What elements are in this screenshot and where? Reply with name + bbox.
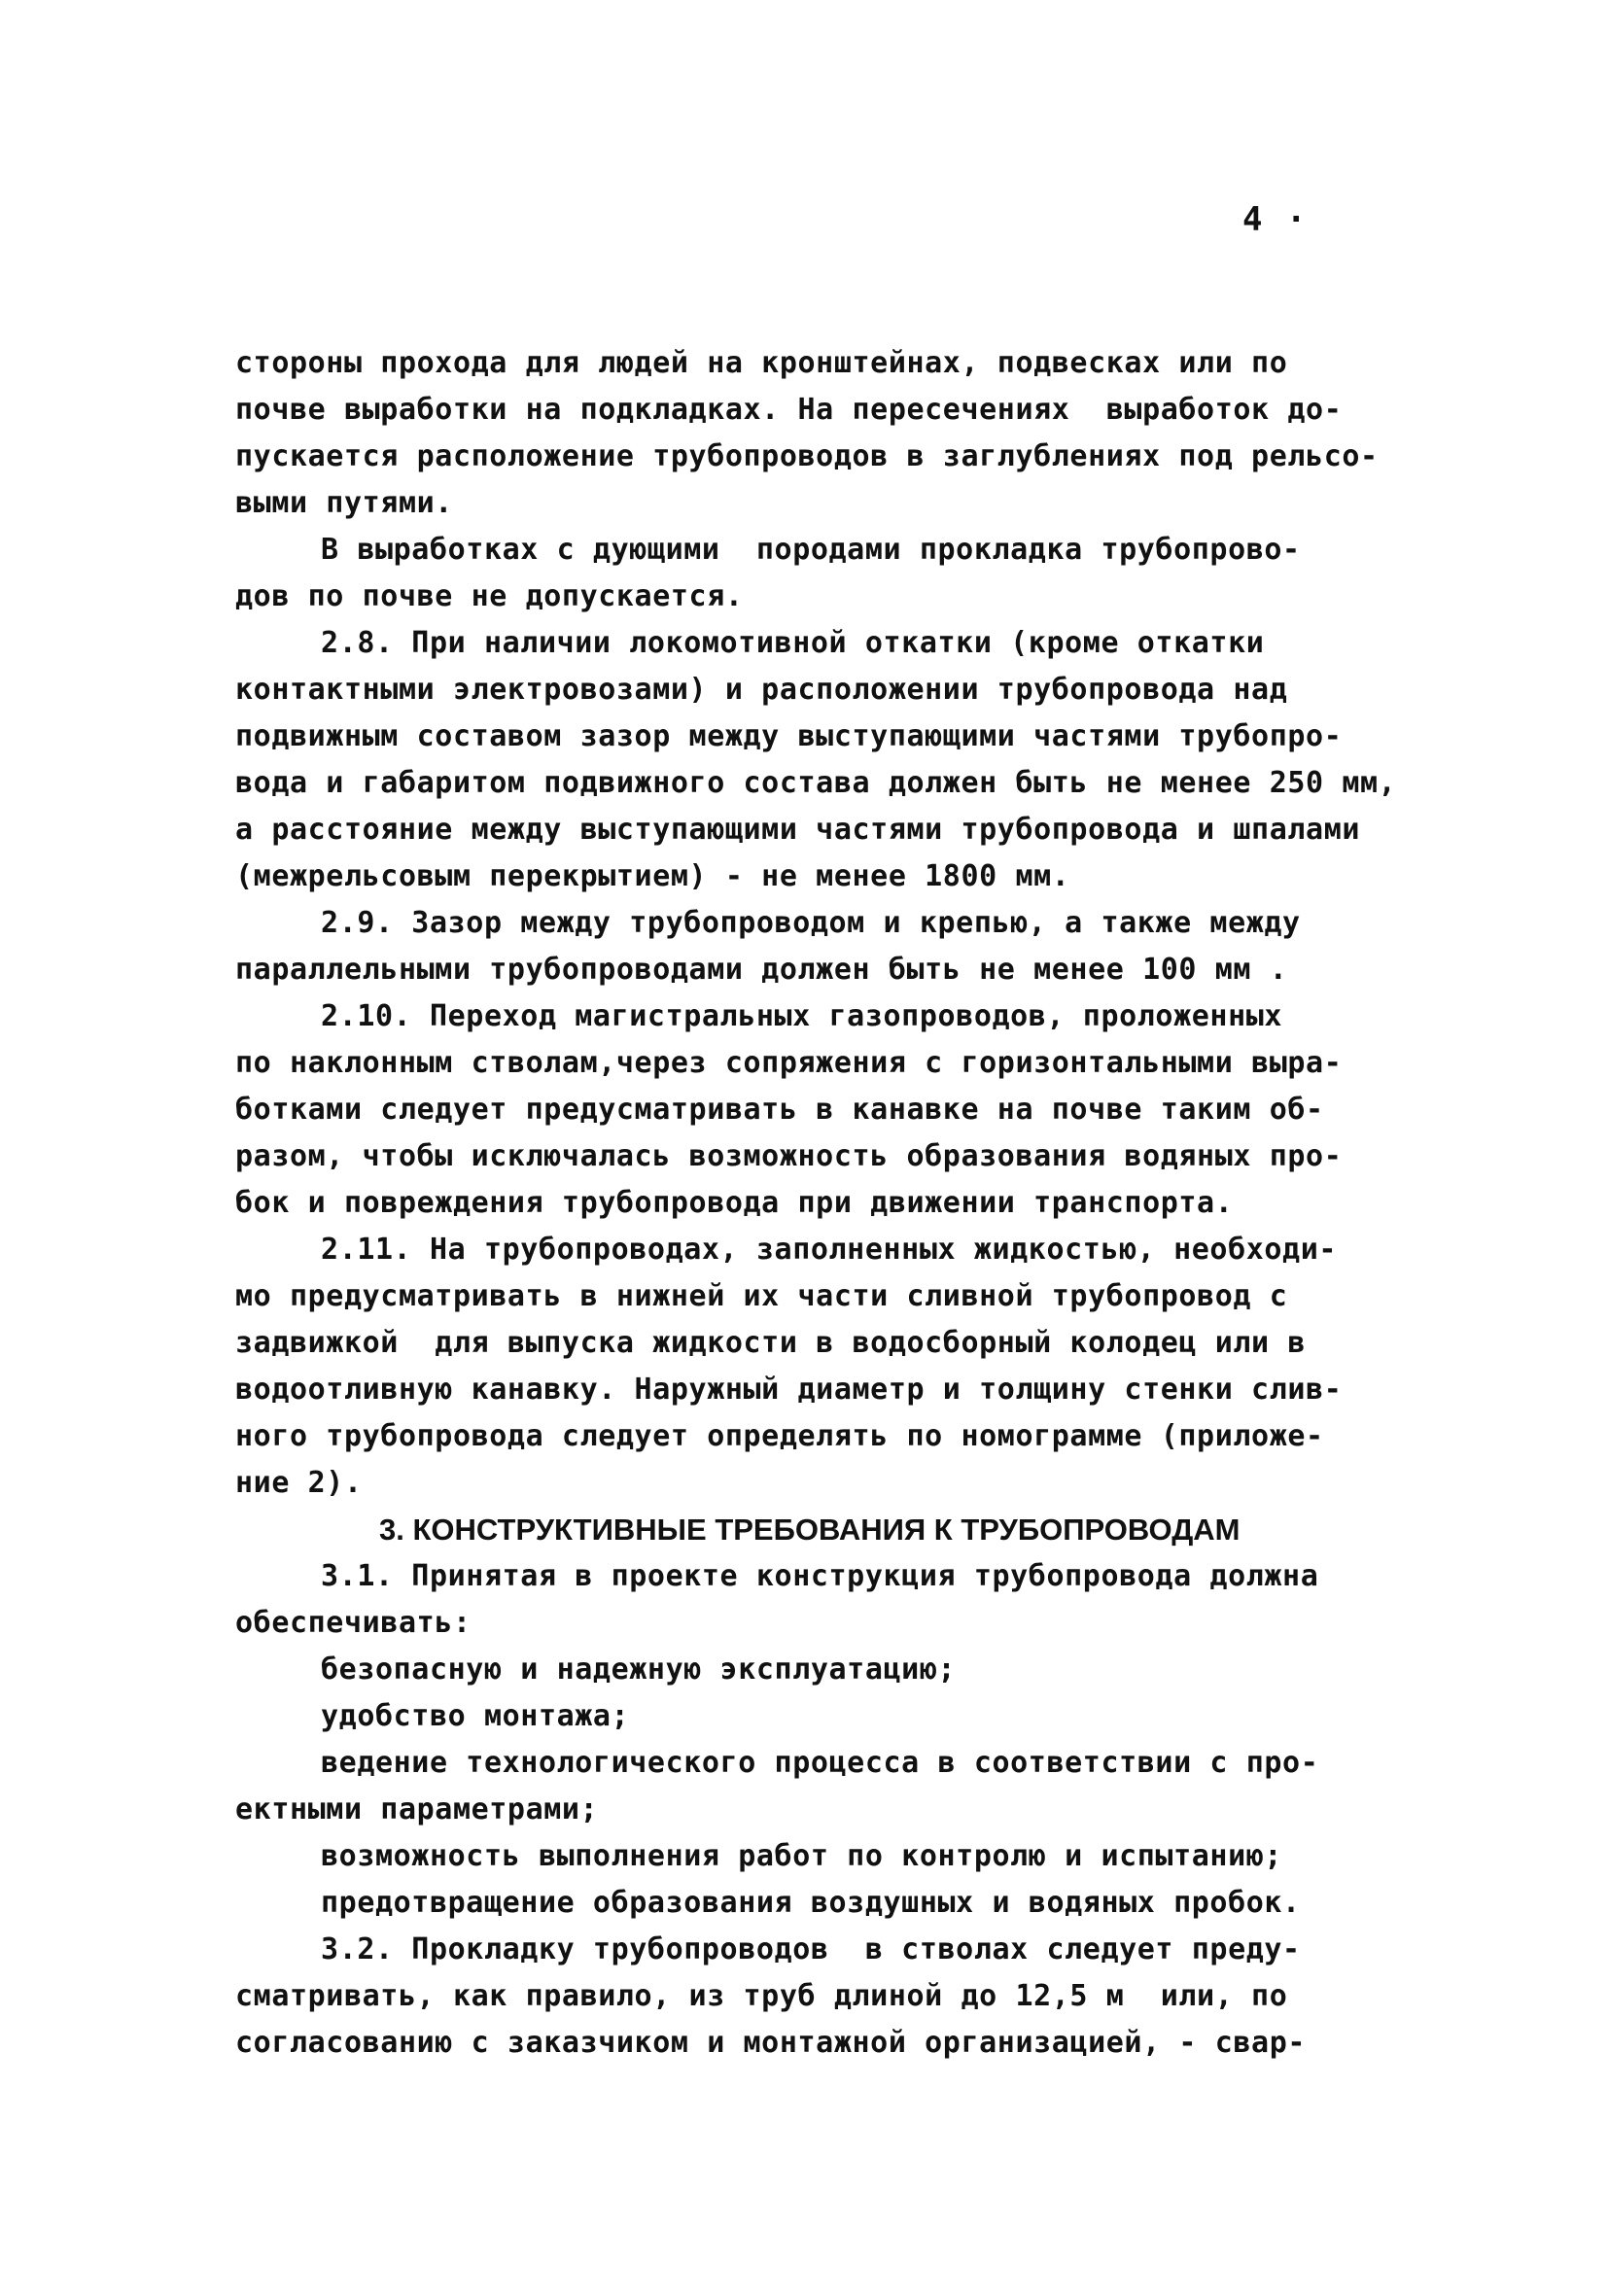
- text-line: 3.1. Принятая в проекте конструкция трубопровода должна: [321, 1559, 1319, 1593]
- text-line: параллельными трубопроводами должен быть не менее 100 мм .: [235, 953, 1288, 987]
- page-number: 4 ·: [1242, 200, 1309, 239]
- text-line: В выработках с дующими породами прокладка трубопрово-: [321, 533, 1301, 567]
- text-line: ние 2).: [235, 1466, 363, 1500]
- text-line: подвижным составом зазор между выступающими частями трубопро-: [235, 719, 1343, 753]
- text-line: почве выработки на подкладках. На пересечениях выработок до-: [235, 393, 1343, 427]
- text-line: водоотливную канавку. Наружный диаметр и толщину стенки слив-: [235, 1373, 1343, 1407]
- text-line: вода и габаритом подвижного состава должен быть не менее 250 мм,: [235, 766, 1397, 800]
- text-line: 2.11. На трубопроводах, заполненных жидкостью, необходи-: [321, 1233, 1338, 1267]
- text-line: разом, чтобы исключалась возможность образования водяных про-: [235, 1139, 1343, 1173]
- text-line: задвижкой для выпуска жидкости в водосборный колодец или в: [235, 1326, 1307, 1360]
- text-line: удобство монтажа;: [321, 1699, 630, 1733]
- text-line: выми путями.: [235, 486, 453, 520]
- text-line: обеспечивать:: [235, 1606, 472, 1640]
- text-line: а расстояние между выступающими частями трубопровода и шпалами: [235, 813, 1361, 847]
- text-line: бок и повреждения трубопровода при движении транспорта.: [235, 1186, 1234, 1220]
- text-line: сматривать, как правило, из труб длиной до 12,5 м или, по: [235, 1979, 1288, 2013]
- text-line: стороны прохода для людей на кронштейнах, подвесках или по: [235, 346, 1288, 380]
- text-line: возможность выполнения работ по контролю и испытанию;: [321, 1839, 1283, 1873]
- text-line: по наклонным стволам,через сопряжения с горизонтальными выра-: [235, 1046, 1343, 1080]
- text-line: пускается расположение трубопроводов в заглублениях под рельсо-: [235, 439, 1379, 473]
- text-line: ного трубопровода следует определять по номограмме (приложе-: [235, 1419, 1324, 1453]
- text-line: 3.2. Прокладку трубопроводов в стволах следует преду-: [321, 1932, 1301, 1966]
- text-line: предотвращение образования воздушных и водяных пробок.: [321, 1886, 1301, 1920]
- text-line: контактными электровозами) и расположении трубопровода над: [235, 673, 1288, 707]
- text-line: согласованию с заказчиком и монтажной организацией, - свар-: [235, 2026, 1307, 2060]
- text-line: 2.10. Переход магистральных газопроводов, проложенных: [321, 999, 1283, 1033]
- text-line: ектными параметрами;: [235, 1792, 599, 1826]
- text-line: безопасную и надежную эксплуатацию;: [321, 1652, 957, 1687]
- text-line: 2.8. При наличии локомотивной откатки (кроме откатки: [321, 626, 1265, 660]
- text-line: (межрельсовым перекрытием) - не менее 1800 мм.: [235, 859, 1070, 893]
- section-heading: 3. КОНСТРУКТИВНЫЕ ТРЕБОВАНИЯ К ТРУБОПРОВОДАМ: [379, 1513, 1241, 1547]
- text-line: ведение технологического процесса в соответствии с про-: [321, 1746, 1319, 1780]
- text-line: 2.9. Зазор между трубопроводом и крепью, а также между: [321, 906, 1301, 940]
- text-line: дов по почве не допускается.: [235, 579, 744, 613]
- text-line: мо предусматривать в нижней их части сливной трубопровод с: [235, 1279, 1288, 1313]
- document-body: [235, 340, 1431, 2067]
- text-line: ботками следует предусматривать в канавке на почве таким об-: [235, 1093, 1324, 1127]
